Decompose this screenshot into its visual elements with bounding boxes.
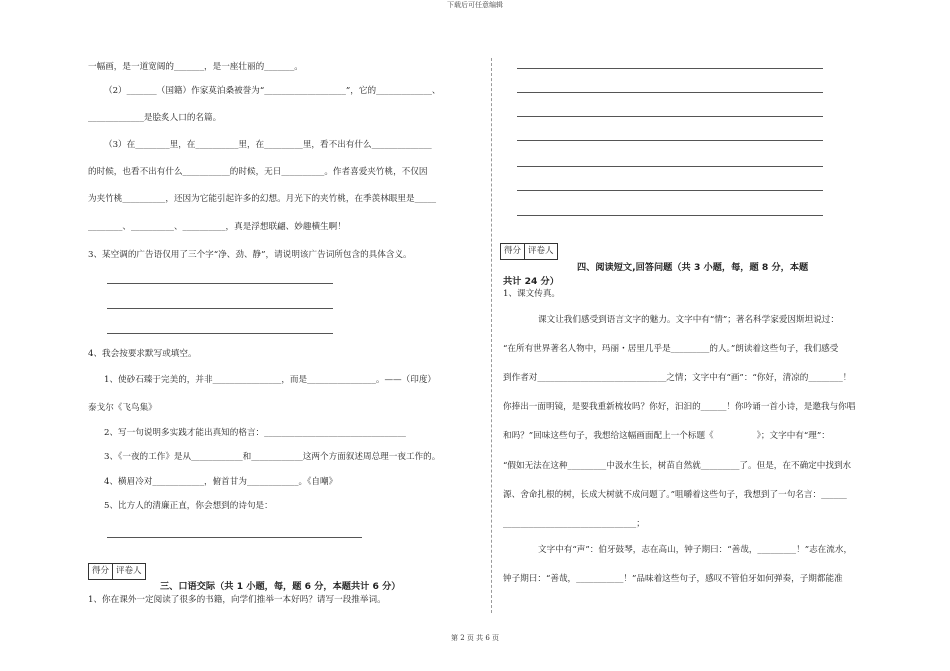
passage-line-4: 你捧出一面明镜，是要我重新梳妆吗？你好，汩汩的______！你吟诵一首小诗，是邀我与你唱 (503, 402, 856, 412)
passage-line-1: 课文让我们感受到语言文字的魅力。文字中有“情”；著名科学家爱因斯坦说过： (538, 315, 839, 325)
answer-line[interactable] (107, 537, 362, 538)
passage-line-9: 文字中有“声”：伯牙鼓琴，志在高山，钟子期曰：“善哉，_________！”志在流水， (538, 545, 853, 555)
answer-line[interactable] (517, 116, 823, 117)
q4-5: 5、比方人的清廉正直，你会想到的诗句是： (104, 501, 273, 511)
answer-line[interactable] (107, 308, 333, 309)
page-footer: 第 2 页 共 6 页 (450, 634, 500, 642)
passage-line-3: 到作者对______________________________之情；文字中有“画”：“你好，清凉的________！ (503, 373, 852, 383)
answer-line[interactable] (517, 215, 823, 216)
q2-2-line-2: _____________是脍炙人口的名篇。 (88, 113, 222, 123)
answer-line[interactable] (517, 190, 823, 191)
score-box (500, 243, 558, 260)
column-divider (491, 58, 492, 613)
q4-2: 2、写一句说明多实践才能出真知的格言：_________________________________ (104, 428, 406, 438)
passage-line-7: 源、舍命扎根的树，长成大树就不成问题了。”咀嚼着这些句子，我想到了一句名言：______ (503, 490, 847, 500)
answer-line[interactable] (517, 92, 823, 93)
section-4-title-cont: 共计 24 分） (503, 276, 559, 287)
passage-line-8: _______________________________； (503, 519, 645, 529)
passage-line-6: “假如无法在这种_________中汲水生长，树苗自然就_________了。但是，在不确定中找到水 (503, 461, 852, 471)
passage-line-5: 和吗？”回味这些句子，我想给这幅画面配上一个标题《 》；文字中有“理”： (503, 431, 830, 441)
score-label: 得分 (504, 246, 522, 256)
q2-2-line-1: （2）_______（国籍）作家莫泊桑被誉为“___________________”，它的_____________、 (104, 86, 441, 96)
section-3-title: 三、口语交际（共 1 小题，每，题 6 分，本题共计 6 分） (160, 581, 401, 592)
q2-3-line-4: ________、__________、__________，真是浮想联翩、妙趣横生啊！ (88, 222, 346, 232)
r-q1-title: 1、课文传真。 (503, 289, 561, 299)
q4-prompt: 4、我会按要求默写或填空。 (88, 349, 197, 359)
q2-3-line-3: 为夹竹桃__________，还因为它能引起许多的幻想。月光下的夹竹桃，在季羡林眼里是_____ (88, 194, 437, 204)
grader-label: 评卷人 (524, 244, 557, 259)
s3-q1: 1、你在课外一定阅读了很多的书籍，向学们推举一本好吗？请写一段推举词。 (88, 595, 386, 605)
passage-line-10: 钟子期曰：“善哉，___________！”品味着这些句子，感叹不管伯牙如何弹奏，子期都能准 (503, 574, 843, 584)
q4-3: 3、《一夜的工作》是从____________和____________这两个方面叙述周总理一夜工作的。 (104, 452, 441, 462)
q2-3-line-1: （3）在________里，在__________里，在_________里，看不出有什么______________ (104, 140, 432, 150)
q3-prompt: 3、某空调的广告语仅用了三个字“净、劲、静”，请说明该广告词所包含的具体含义。 (88, 250, 412, 260)
score-label: 得分 (92, 566, 110, 576)
answer-line[interactable] (107, 333, 333, 334)
q2-line-1: 一幅画，是一道宽阔的_______，是一座壮丽的_______。 (88, 62, 303, 72)
score-box (88, 563, 146, 580)
answer-line[interactable] (107, 283, 333, 284)
answer-line[interactable] (517, 140, 823, 141)
answer-line[interactable] (517, 68, 823, 69)
q4-4: 4、横眉冷对____________，俯首甘为____________。《自嘲》 (104, 477, 338, 487)
page-header: 下载后可任意编辑 (447, 1, 503, 9)
q2-3-line-2: 的时候，也看不出有什么___________的时候，无日__________。作者喜爱夹竹桃，不仅因 (88, 167, 428, 177)
q4-1-line-1: 1、使砂石臻于完美的，并非________________，而是________________。——（印度） (104, 375, 437, 385)
grader-label: 评卷人 (112, 564, 145, 579)
section-4-title: 四、阅读短文,回答问题（共 3 小题，每，题 8 分，本题 (577, 262, 809, 273)
passage-line-2: “在所有世界著名人物中，玛丽・居里几乎是_________的人。”朗读着这些句子，我们感受 (503, 344, 839, 354)
q4-1-line-2: 泰戈尔《飞鸟集》 (88, 403, 157, 413)
answer-line[interactable] (517, 166, 823, 167)
